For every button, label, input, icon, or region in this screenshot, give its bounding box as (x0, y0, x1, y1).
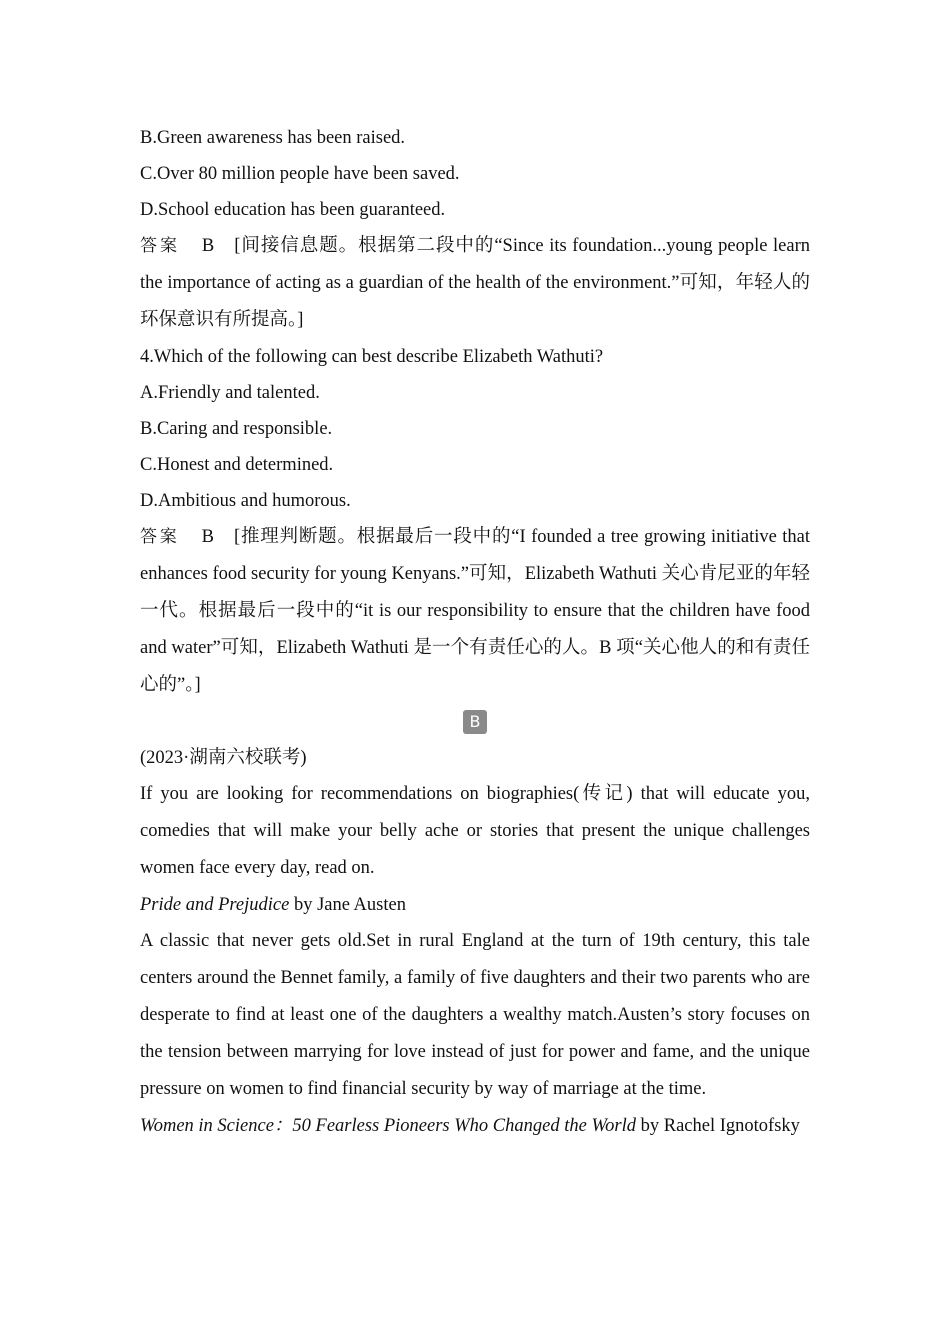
book1-description: A classic that never gets old.Set in rural England at the turn of 19th century, this tale centers around the Bennet family, a family of five daughters and their two parents who are desperate to find at least one of the daughters a wealthy match.Austen’s story focuses on the tension between marrying for love instead of just for power and fame, and the unique pressure on women to find financial security by way of marriage at the time. (140, 931, 810, 1099)
q3-answer-letter: B (201, 236, 215, 256)
q3-answer (140, 228, 810, 339)
q4-answer (140, 519, 810, 704)
q3-option-d: D.School education has been guaranteed. (140, 200, 446, 220)
q4-option-d: D.Ambitious and humorous. (140, 491, 351, 511)
book1-author: by Jane Austen (289, 895, 406, 915)
section-b-source: (2023·湖南六校联考) (140, 748, 307, 768)
q4-option-b: B.Caring and responsible. (140, 419, 333, 439)
q4-answer-label: 答案 (140, 527, 180, 547)
section-b-badge: B (463, 710, 487, 734)
q3-answer-label: 答案 (140, 236, 180, 256)
book2-heading (140, 1108, 810, 1145)
q4-answer-explanation: [推理判断题。根据最后一段中的“I founded a tree growing initiative that enhances food security for young Kenyans.”可知，Elizabeth Wathuti 关心肯尼亚的年轻一代。根据最后一段中的“it is our responsibility to ensure that the children have food and water”可知，Elizabeth Wathuti 是一个有责任心的人。B 项“关心他人的和有责任心的”。] (140, 527, 810, 695)
q3-option-c: C.Over 80 million people have been saved. (140, 164, 460, 184)
q4-option-c: C.Honest and determined. (140, 455, 334, 475)
q4-answer-letter: B (201, 527, 214, 547)
q3-option-b: B.Green awareness has been raised. (140, 128, 406, 148)
book2-author: by Rachel Ignotofsky (636, 1116, 800, 1136)
book2-title: Women in Science：50 Fearless Pioneers Who Changed the World (140, 1116, 636, 1136)
q3-answer-explanation: [间接信息题。根据第二段中的“Since its foundation...young people learn the importance of acting as a guardian of the health of the environment.”可知，年轻人的环保意识有所提高。] (140, 236, 811, 330)
section-b-intro: If you are looking for recommendations on biographies(传记) that will educate you, comedies that will make your belly ache or stories that present the unique challenges women face every day, read on. (140, 784, 810, 878)
q4-question: 4.Which of the following can best describe Elizabeth Wathuti? (140, 347, 604, 367)
q4-option-a: A.Friendly and talented. (140, 383, 320, 403)
book1-heading (140, 887, 810, 923)
book1-title: Pride and Prejudice (140, 895, 290, 915)
document-page (140, 120, 810, 1145)
